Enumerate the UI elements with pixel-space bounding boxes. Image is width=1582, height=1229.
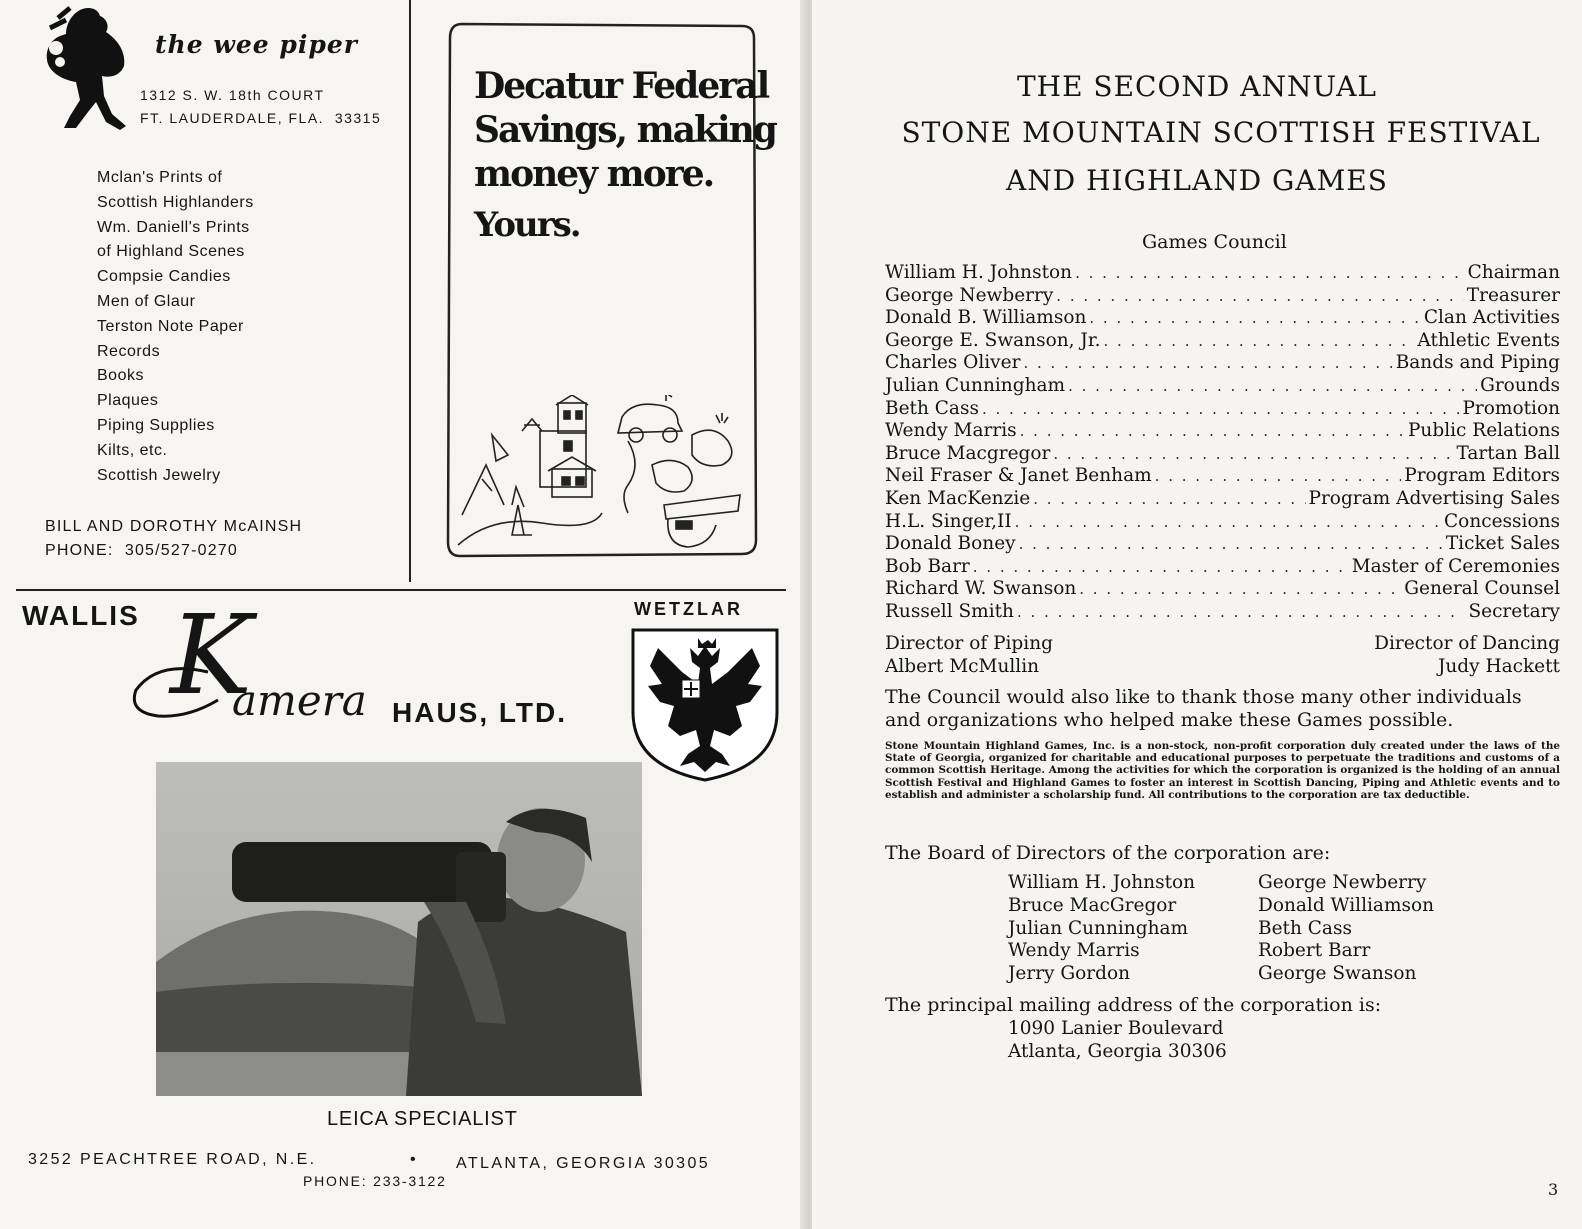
council-member-name: Donald Boney <box>885 533 1016 555</box>
dot-leader <box>1033 490 1305 508</box>
council-row <box>885 398 1560 421</box>
council-row <box>885 533 1560 556</box>
product-list-item: Kilts, etc. <box>97 441 168 459</box>
address-line2: FT. LAUDERDALE, FLA. <box>140 110 325 126</box>
board-list-right <box>1258 872 1434 986</box>
vertical-divider <box>409 0 411 582</box>
council-member-name: Neil Fraser & Janet Benham <box>885 465 1152 487</box>
council-row <box>885 285 1560 308</box>
council-member-name: Richard W. Swanson <box>885 578 1077 600</box>
dot-leader <box>1068 377 1477 395</box>
leica-specialist-label: LEICA SPECIALIST <box>327 1108 518 1130</box>
product-list-item: Compsie Candies <box>97 268 231 286</box>
phone-label: PHONE: <box>45 542 114 559</box>
kamera-wordmark: amera <box>232 676 367 725</box>
board-member: Donald Williamson <box>1258 894 1435 916</box>
decatur-tagline: Yours. <box>474 205 580 245</box>
decatur-headline-line1: Decatur Federal <box>474 65 769 107</box>
board-member: Beth Cass <box>1258 917 1352 939</box>
council-member-name: Russell Smith <box>885 601 1014 622</box>
dot-leader <box>973 558 1349 576</box>
council-member-role: Athletic Events <box>1417 329 1560 351</box>
board-member: William H. Johnston <box>1008 872 1196 893</box>
council-member-name: William H. Johnston <box>885 262 1073 283</box>
director-dancing-name: Judy Hackett <box>1437 656 1560 677</box>
product-list-item: Scottish Highlanders <box>97 193 254 211</box>
council-member-role: General Counsel <box>1404 578 1560 600</box>
council-member-name: George Newberry <box>885 284 1054 306</box>
dot-leader <box>1017 603 1465 621</box>
product-list-item: Mclan's Prints of <box>97 169 223 186</box>
board-member: George Swanson <box>1258 963 1417 985</box>
council-member-role: Secretary <box>1468 601 1560 622</box>
council-member-name: Bob Barr <box>885 555 970 577</box>
page-title-line1: THE SECOND ANNUAL <box>1016 70 1378 103</box>
product-list-item: Scottish Jewelry <box>97 466 221 484</box>
dot-leader <box>1019 535 1443 553</box>
wee-piper-logo-text: the wee piper <box>155 30 358 59</box>
dot-leader <box>1020 422 1405 440</box>
corporation-address-line1: 1090 Lanier Boulevard <box>1008 1018 1224 1039</box>
dot-leader <box>1053 445 1453 463</box>
director-of-dancing <box>1260 632 1560 678</box>
decatur-headline-line2: Savings, making <box>474 109 776 151</box>
council-member-role: Ticket Sales <box>1445 533 1560 555</box>
council-row <box>885 443 1560 466</box>
council-member-name: Charles Oliver <box>885 352 1021 374</box>
dot-leader <box>1104 332 1415 350</box>
director-piping-name: Albert McMullin <box>885 656 1040 677</box>
thanks-line2: and organizations who helped make these Games possible. <box>885 709 1454 731</box>
council-member-role: Clan Activities <box>1423 307 1560 329</box>
thanks-line1: The Council would also like to thank those many other individuals <box>885 686 1522 708</box>
wee-piper-item-list <box>97 166 254 488</box>
director-dancing-label: Director of Dancing <box>1374 633 1560 654</box>
dot-leader <box>1089 309 1420 327</box>
address-zip: 33315 <box>334 110 382 126</box>
wallis-city: ATLANTA, GEORGIA 30305 <box>456 1155 711 1172</box>
council-row <box>885 465 1560 488</box>
director-of-piping <box>885 632 1053 678</box>
product-list-item: Men of Glaur <box>97 292 196 310</box>
council-member-role: Chairman <box>1467 262 1560 283</box>
council-row <box>885 420 1560 443</box>
council-member-role: Bands and Piping <box>1395 352 1560 374</box>
director-piping-label: Director of Piping <box>885 633 1053 654</box>
council-member-role: Treasurer <box>1466 284 1560 306</box>
owners-name: BILL AND DOROTHY McAINSH <box>45 518 303 535</box>
decatur-headline-line3: money more. <box>474 153 714 195</box>
council-member-role: Grounds <box>1480 375 1560 396</box>
games-council-heading: Games Council <box>1142 231 1287 253</box>
decatur-headline <box>474 64 776 196</box>
haus-ltd-wordmark: HAUS, LTD. <box>392 697 568 728</box>
product-list-item: Piping Supplies <box>97 416 215 434</box>
corporation-address-line2: Atlanta, Georgia 30306 <box>1008 1040 1227 1062</box>
council-member-role: Public Relations <box>1407 420 1560 442</box>
council-row <box>885 262 1560 285</box>
corporation-fine-print: Stone Mountain Highland Games, Inc. is a non-stock, non-profit corporation duly created under the laws of the State of Georgia, organized for charitable and educational purposes to perpetuate the traditions and customs of a common Scottish Heritage. Among the activities for which the corporation is organized is the holding of an annual Scottish Festival and Highland Games to foster an interest in Scottish Dancing, Piping and Athletic events and to establish and administer a scholarship fund. All contributions to the corporation are tax deductible. <box>885 740 1560 801</box>
council-member-name: Ken MacKenzie <box>885 488 1031 509</box>
piper-figure-icon <box>40 4 132 134</box>
council-row <box>885 375 1560 398</box>
council-row <box>885 330 1560 353</box>
page-number: 3 <box>1548 1180 1559 1199</box>
address-line1: 1312 S. W. 18th COURT <box>140 87 325 103</box>
council-row <box>885 307 1560 330</box>
wallis-phone: PHONE: 233-3122 <box>303 1173 447 1189</box>
product-list-item: Plaques <box>97 392 159 410</box>
photographer-photo <box>156 762 642 1096</box>
wee-piper-owners <box>45 515 302 563</box>
council-member-name: George E. Swanson, Jr. <box>885 329 1101 351</box>
dot-leader <box>982 400 1460 418</box>
kamera-initial: K <box>170 591 253 719</box>
dot-leader <box>1015 513 1441 531</box>
address-heading: The principal mailing address of the corporation is: <box>885 994 1382 1016</box>
kamera-flourish <box>128 660 238 720</box>
council-member-name: Julian Cunningham <box>885 375 1066 396</box>
wee-piper-address <box>140 84 381 130</box>
board-list-left <box>1008 872 1195 986</box>
council-row <box>885 511 1560 534</box>
council-row <box>885 578 1560 601</box>
board-member: Bruce MacGregor <box>1008 894 1177 916</box>
council-member-role: Master of Ceremonies <box>1351 555 1560 577</box>
dot-leader <box>1155 467 1402 485</box>
council-member-role: Concessions <box>1444 510 1560 532</box>
wetzlar-label: WETZLAR <box>634 599 743 619</box>
product-list-item: Wm. Daniell's Prints <box>97 218 250 236</box>
council-row <box>885 601 1560 624</box>
council-member-role: Promotion <box>1462 397 1560 419</box>
wallis-street-address: 3252 PEACHTREE ROAD, N.E. <box>28 1151 317 1168</box>
council-row <box>885 488 1560 511</box>
council-member-role: Program Advertising Sales <box>1308 488 1560 509</box>
dot-leader <box>1056 287 1464 305</box>
board-member: Wendy Marris <box>1008 940 1140 962</box>
address-bullet: • <box>410 1151 419 1168</box>
board-member: Robert Barr <box>1258 940 1371 962</box>
wallis-wordmark: WALLIS <box>22 600 140 631</box>
town-illustration <box>452 395 752 555</box>
eagle-crest-icon <box>630 626 780 782</box>
council-member-role: Program Editors <box>1404 465 1560 487</box>
product-list-item: Records <box>97 342 161 360</box>
thanks-paragraph <box>885 686 1560 732</box>
product-list-item: Terston Note Paper <box>97 317 244 335</box>
council-member-name: Bruce Macgregor <box>885 442 1051 464</box>
council-row <box>885 556 1560 579</box>
council-row <box>885 352 1560 375</box>
council-member-name: H.L. Singer,II <box>885 510 1012 532</box>
council-member-name: Beth Cass <box>885 397 979 419</box>
board-member: Jerry Gordon <box>1008 963 1131 985</box>
product-list-item: Books <box>97 367 144 385</box>
council-member-name: Donald B. Williamson <box>885 307 1087 329</box>
board-member: George Newberry <box>1258 872 1427 893</box>
council-member-name: Wendy Marris <box>885 420 1017 442</box>
horizontal-divider <box>16 589 786 591</box>
dot-leader <box>1075 264 1465 282</box>
board-heading: The Board of Directors of the corporation are: <box>885 842 1331 864</box>
council-member-role: Tartan Ball <box>1456 442 1560 464</box>
dot-leader <box>1023 354 1392 372</box>
page-title-line3: AND HIGHLAND GAMES <box>1006 164 1388 197</box>
phone-number: 305/527-0270 <box>124 542 239 559</box>
product-list-item: of Highland Scenes <box>97 243 245 261</box>
corporation-address <box>1008 1018 1227 1064</box>
dot-leader <box>1079 580 1401 598</box>
page-title-line2: STONE MOUNTAIN SCOTTISH FESTIVAL <box>901 116 1541 149</box>
board-member: Julian Cunningham <box>1008 917 1189 939</box>
